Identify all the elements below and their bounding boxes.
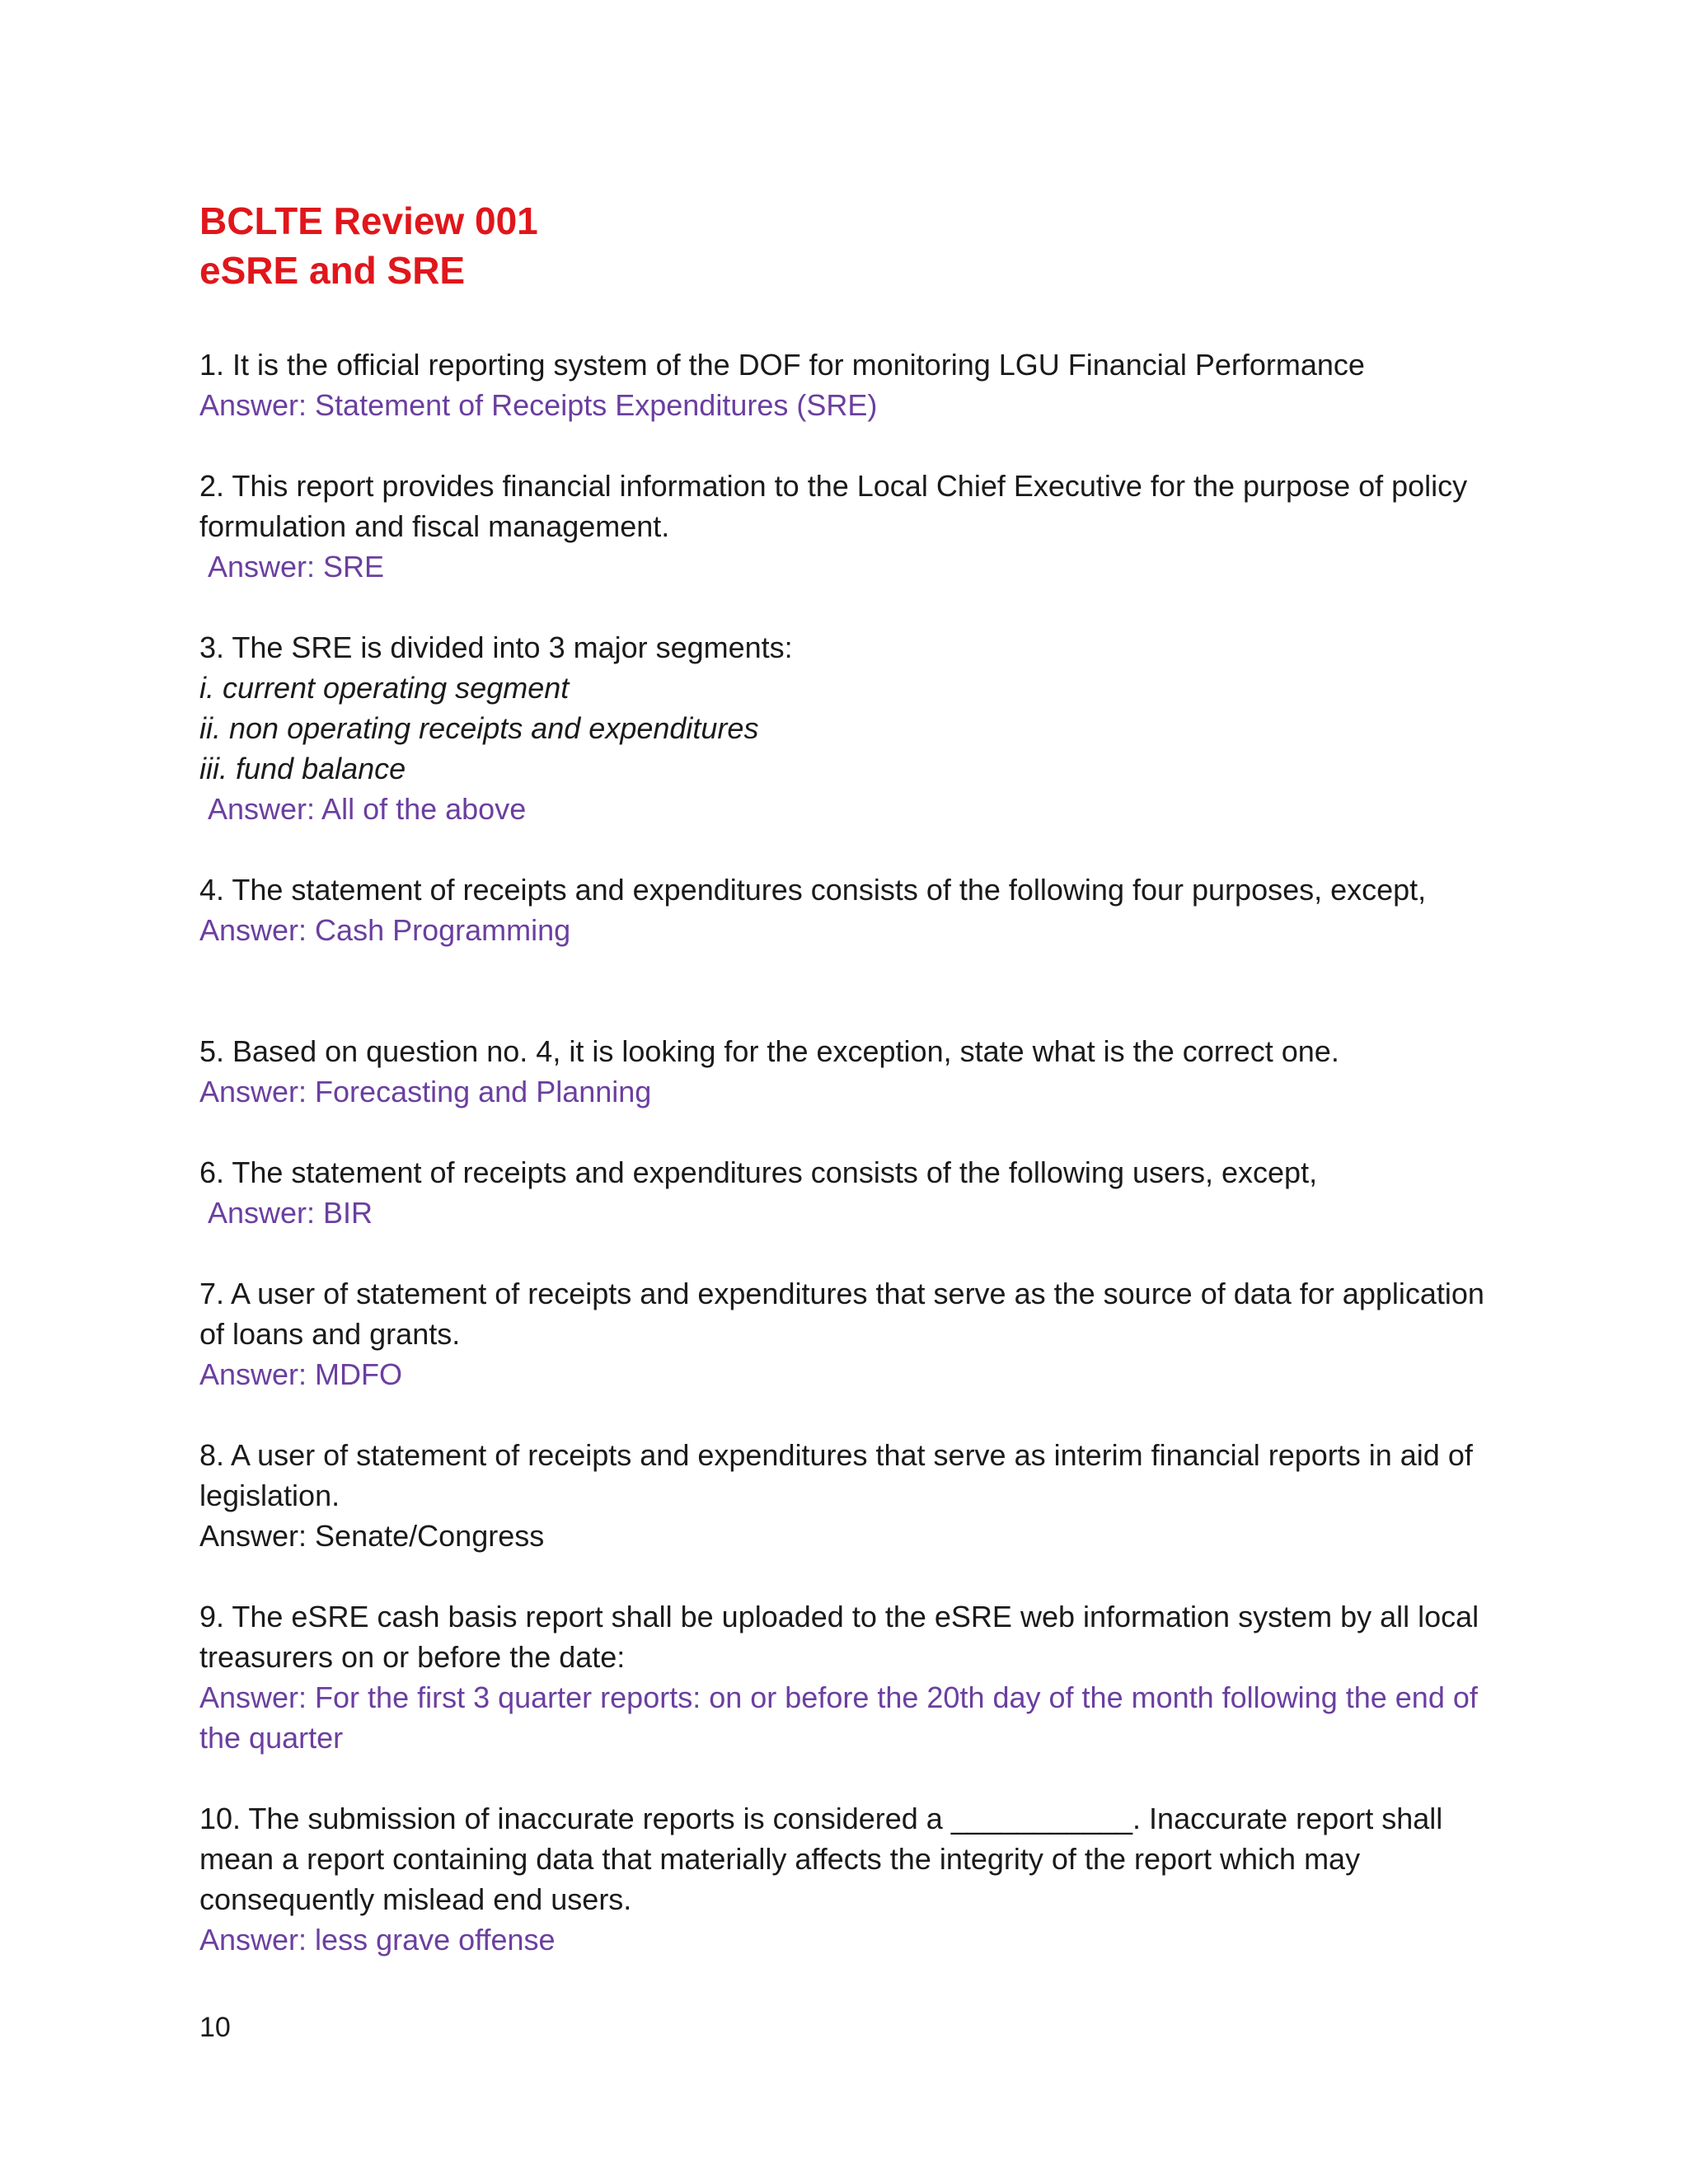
option-item: i. current operating segment <box>199 671 570 705</box>
question-text: 8. A user of statement of receipts and expenditures that serve as interim financial reports in aid of legislation. <box>199 1438 1473 1512</box>
question-item-10 <box>199 1798 1502 1960</box>
question-text: 6. The statement of receipts and expenditures consists of the following users, except, <box>199 1155 1318 1189</box>
question-item-7 <box>199 1273 1502 1394</box>
question-text: 9. The eSRE cash basis report shall be uploaded to the eSRE web information system by all local treasurers on or before the date: <box>199 1600 1479 1674</box>
question-list <box>199 344 1502 1960</box>
document-title-line1: BCLTE Review 001 <box>199 199 538 242</box>
question-text: 7. A user of statement of receipts and expenditures that serve as the source of data for application of loans and grants. <box>199 1277 1484 1351</box>
page-number: 10 <box>199 2012 231 2043</box>
question-item-1 <box>199 344 1502 425</box>
question-item-8 <box>199 1435 1502 1556</box>
question-text: 5. Based on question no. 4, it is looking for the exception, state what is the correct one. <box>199 1034 1339 1068</box>
question-text: 4. The statement of receipts and expenditures consists of the following four purposes, except, <box>199 873 1427 907</box>
option-item: ii. non operating receipts and expenditures <box>199 711 759 745</box>
answer-text: Answer: Statement of Receipts Expenditures (SRE) <box>199 388 878 422</box>
answer-text: Answer: For the first 3 quarter reports: on or before the 20th day of the month following the end of the quarter <box>199 1680 1478 1755</box>
answer-text: Answer: SRE <box>208 550 385 583</box>
question-item-2 <box>199 466 1502 587</box>
question-item-6 <box>199 1152 1502 1233</box>
question-item-5 <box>199 1031 1502 1112</box>
answer-text: Answer: All of the above <box>208 792 527 826</box>
question-text: 10. The submission of inaccurate reports is considered a ___________. Inaccurate report shall mean a report containing data that materially affects the integrity of the report which may consequently mislead end users. <box>199 1802 1443 1916</box>
answer-text: Answer: Senate/Congress <box>199 1519 545 1553</box>
page-content <box>199 196 1502 2000</box>
option-item: iii. fund balance <box>199 752 406 785</box>
question-item-4 <box>199 869 1502 950</box>
answer-text: Answer: less grave offense <box>199 1923 556 1957</box>
question-text: 1. It is the official reporting system of the DOF for monitoring LGU Financial Performance <box>199 348 1365 382</box>
question-text: 2. This report provides financial information to the Local Chief Executive for the purpose of policy formulation and fiscal management. <box>199 469 1468 543</box>
question-text: 3. The SRE is divided into 3 major segments: <box>199 630 793 664</box>
answer-text: Answer: BIR <box>208 1196 373 1230</box>
answer-text: Answer: Forecasting and Planning <box>199 1075 652 1108</box>
answer-text: Answer: MDFO <box>199 1357 403 1391</box>
document-title-line2: eSRE and SRE <box>199 249 466 292</box>
question-item-3 <box>199 627 1502 829</box>
question-item-9 <box>199 1596 1502 1758</box>
answer-text: Answer: Cash Programming <box>199 913 571 947</box>
